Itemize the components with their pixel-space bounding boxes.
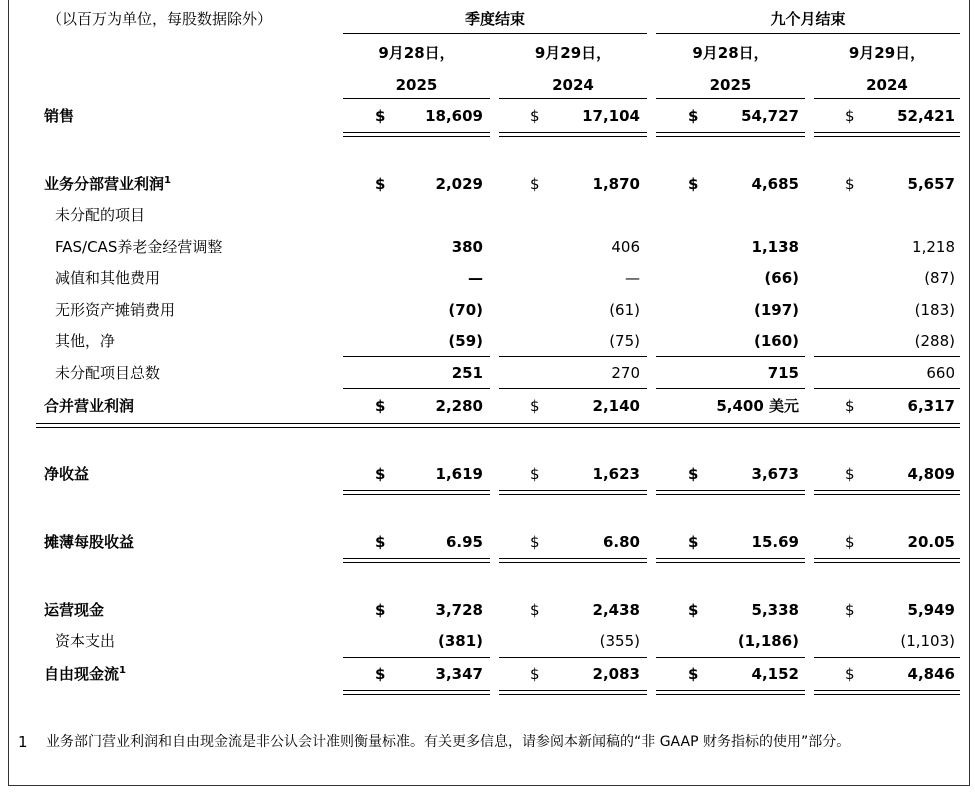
column-header-date: 9月29日， — [848, 44, 926, 62]
table-cell-value: (70) — [448, 301, 483, 319]
table-cell-value: 4,152 — [751, 665, 799, 683]
dollar-sign: $ — [375, 533, 386, 551]
group-underline — [343, 33, 647, 34]
table-cell-value: 3,673 — [751, 465, 799, 483]
table-cell-value: 3,347 — [435, 665, 483, 683]
dollar-sign: $ — [530, 533, 540, 551]
double-rule — [499, 558, 647, 563]
row-label — [44, 665, 126, 686]
row-label-text: 合并营业利润 — [44, 397, 135, 415]
row-label — [44, 397, 134, 415]
row-rule — [499, 657, 647, 658]
table-cell-value: (59) — [448, 332, 483, 350]
row-rule — [814, 657, 960, 658]
footnote-marker: 1 — [119, 665, 126, 676]
table-cell-value: (1,103) — [900, 632, 955, 650]
footnote-text: 业务部门营业利润和自由现金流是非公认会计准则衡量标准。有关更多信息，请参阅本新闻稿的“非 GAAP 财务指标的使用”部分。 — [46, 734, 851, 750]
dollar-sign: $ — [845, 601, 855, 619]
table-cell-value: 4,846 — [907, 665, 955, 683]
table-cell-value: (1,186) — [737, 632, 799, 650]
table-cell-value: 1,623 — [592, 465, 640, 483]
double-rule — [499, 132, 647, 137]
dollar-sign: $ — [688, 107, 699, 125]
table-cell-value: 18,609 — [425, 107, 483, 125]
row-label-text: 摊薄每股收益 — [44, 533, 135, 551]
table-cell-value: 2,140 — [592, 397, 640, 415]
table-cell-value: 5,949 — [907, 601, 955, 619]
row-rule — [499, 388, 647, 389]
row-label-text: FAS/CAS养老金经营调整 — [55, 238, 223, 256]
dollar-sign: $ — [688, 465, 699, 483]
table-cell-value: 5,338 — [751, 601, 799, 619]
dollar-sign: $ — [530, 175, 540, 193]
table-cell-value: 1,870 — [592, 175, 640, 193]
row-label — [44, 465, 89, 483]
dollar-sign: $ — [530, 107, 540, 125]
row-rule — [656, 356, 805, 357]
table-cell-value: 6.95 — [445, 533, 483, 551]
table-cell-value: 17,104 — [582, 107, 640, 125]
dollar-sign: $ — [375, 601, 386, 619]
table-cell-value: 4,685 — [751, 175, 799, 193]
table-cell-value: (381) — [437, 632, 483, 650]
footnote-marker: 1 — [164, 175, 171, 186]
table-cell-value: 5,657 — [907, 175, 955, 193]
table-cell-value: 2,029 — [435, 175, 483, 193]
double-rule — [343, 690, 490, 695]
row-rule — [343, 657, 490, 658]
table-cell-value: 715 — [767, 364, 799, 382]
dollar-sign: $ — [375, 665, 386, 683]
row-label-text: 减值和其他费用 — [55, 269, 161, 287]
row-label — [55, 332, 115, 350]
column-header-date: 9月28日， — [692, 44, 769, 62]
table-cell-value: (61) — [609, 301, 640, 319]
row-label-text: 业务分部营业利润 — [44, 175, 165, 193]
group-header-quarter: 季度结束 — [464, 10, 525, 28]
dollar-sign: $ — [375, 175, 386, 193]
row-label-text: 运营现金 — [44, 601, 105, 619]
table-cell-value: 660 — [926, 364, 955, 382]
column-header-year: 2024 — [552, 76, 594, 94]
row-rule — [656, 657, 805, 658]
double-rule — [656, 490, 805, 495]
double-rule — [343, 132, 490, 137]
table-cell-value: 380 — [451, 238, 483, 256]
row-label-text: 资本支出 — [55, 632, 116, 650]
header-underline — [656, 98, 805, 99]
dollar-sign: $ — [845, 533, 855, 551]
header-underline — [343, 98, 490, 99]
double-rule — [814, 690, 960, 695]
row-label — [55, 238, 222, 256]
row-rule — [656, 388, 805, 389]
column-header-date: 9月29日， — [534, 44, 612, 62]
row-label-text: 未分配的项目 — [55, 206, 146, 224]
double-rule — [499, 690, 647, 695]
double-rule — [343, 558, 490, 563]
table-cell-value: 2,438 — [592, 601, 640, 619]
row-label-text: 净收益 — [44, 465, 90, 483]
table-cell-value: — — [625, 269, 640, 287]
column-header-year: 2024 — [866, 76, 908, 94]
double-rule — [343, 490, 490, 495]
double-rule — [656, 132, 805, 137]
dollar-sign: $ — [688, 601, 699, 619]
row-label — [55, 364, 160, 382]
table-cell-value: (87) — [924, 269, 955, 287]
table-cell-value: (288) — [914, 332, 955, 350]
dollar-sign: $ — [845, 465, 855, 483]
double-rule — [656, 690, 805, 695]
row-rule — [343, 356, 490, 357]
table-cell-value: 52,421 — [897, 107, 955, 125]
dollar-sign: $ — [375, 107, 386, 125]
row-rule — [499, 356, 647, 357]
table-cell-value: (160) — [753, 332, 799, 350]
row-label — [55, 269, 160, 287]
row-label — [44, 107, 74, 125]
table-cell-value: 270 — [611, 364, 640, 382]
dollar-sign: $ — [845, 175, 855, 193]
dollar-sign: $ — [845, 397, 855, 415]
section-rule — [36, 427, 960, 428]
dollar-sign: $ — [530, 397, 540, 415]
dollar-sign: $ — [375, 465, 386, 483]
dollar-sign: $ — [530, 601, 540, 619]
table-cell-value: (355) — [599, 632, 640, 650]
table-cell-value: 2,083 — [592, 665, 640, 683]
table-cell-value: (197) — [753, 301, 799, 319]
footnote-number: 1 — [18, 733, 28, 751]
table-cell-value: 3,728 — [435, 601, 483, 619]
table-cell-value: 1,138 — [751, 238, 799, 256]
column-header-year: 2025 — [395, 76, 438, 94]
table-cell-value: — — [468, 269, 483, 287]
row-label — [44, 533, 134, 551]
row-label — [44, 175, 171, 196]
row-rule — [814, 388, 960, 389]
double-rule — [499, 490, 647, 495]
table-cell-value: 6.80 — [602, 533, 640, 551]
table-cell-value: 4,809 — [907, 465, 955, 483]
dollar-sign: $ — [530, 665, 540, 683]
unit-note: （以百万为单位，每股数据除外） — [47, 10, 273, 28]
double-rule — [814, 132, 960, 137]
table-cell-value: 1,619 — [435, 465, 483, 483]
row-rule — [343, 388, 490, 389]
table-cell-value: 2,280 — [435, 397, 483, 415]
row-label-text: 未分配项目总数 — [55, 364, 161, 382]
dollar-sign: $ — [845, 665, 855, 683]
column-header-date: 9月28日， — [378, 44, 455, 62]
table-cell-value: 251 — [451, 364, 483, 382]
section-rule — [36, 423, 960, 424]
dollar-sign: $ — [845, 107, 855, 125]
dollar-sign: $ — [688, 175, 699, 193]
row-label — [44, 601, 104, 619]
row-label-text: 自由现金流 — [44, 665, 120, 683]
table-cell-value: 15.69 — [751, 533, 799, 551]
row-label-text: 销售 — [44, 107, 75, 125]
row-label-text: 无形资产摊销费用 — [55, 301, 176, 319]
group-underline — [656, 33, 960, 34]
row-label — [55, 632, 115, 650]
table-cell-value: 406 — [611, 238, 640, 256]
table-cell-value: (183) — [914, 301, 955, 319]
row-rule — [814, 356, 960, 357]
table-cell-value: 20.05 — [907, 533, 955, 551]
header-underline — [814, 98, 960, 99]
double-rule — [814, 490, 960, 495]
header-underline — [499, 98, 647, 99]
dollar-sign: $ — [688, 665, 699, 683]
dollar-sign: $ — [688, 533, 699, 551]
table-cell-value: 6,317 — [907, 397, 955, 415]
row-label — [55, 206, 145, 224]
dollar-sign: $ — [375, 397, 386, 415]
table-cell-value: 5,400 美元 — [716, 397, 799, 415]
table-cell-value: (75) — [609, 332, 640, 350]
table-cell-value: (66) — [764, 269, 799, 287]
double-rule — [656, 558, 805, 563]
column-header-year: 2025 — [709, 76, 752, 94]
group-header-nine-months: 九个月结束 — [770, 10, 846, 28]
row-label-text: 其他，净 — [55, 332, 116, 350]
row-label — [55, 301, 175, 319]
table-cell-value: 1,218 — [912, 238, 955, 256]
dollar-sign: $ — [530, 465, 540, 483]
table-cell-value: 54,727 — [741, 107, 799, 125]
double-rule — [814, 558, 960, 563]
